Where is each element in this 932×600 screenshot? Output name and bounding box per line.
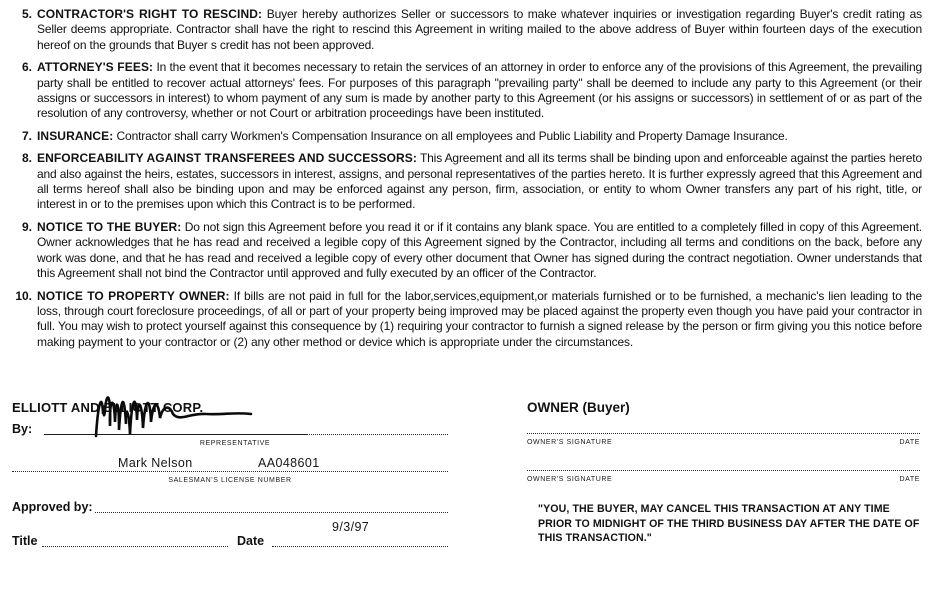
clause-number: 6. (21, 60, 32, 75)
representative-label: REPRESENTATIVE (199, 440, 271, 447)
salesman-name: Mark Nelson (118, 456, 193, 470)
approved-by-line (95, 512, 448, 513)
owner-signature-line-1 (527, 433, 920, 434)
clause-body: Do not sign this Agreement before you read it or if it contains any blank space. You are entitled to a completely filled in copy of this Agreement. Owner acknowledges that he has read and received a legible copy of this Agreement signed by the Contractor, including all terms and conditions on the back, before any work was done, and that he has read and received a legible copy of every other document that Owner has signed during the contract negotiation. Owner understands that this Agreement shall not bind the Contractor until approved and fully executed by an officer of the Contractor. (37, 219, 922, 281)
clause-6 (8, 60, 922, 122)
clause-heading: ATTORNEY'S FEES: (37, 60, 154, 75)
salesman-license-line (12, 471, 448, 472)
by-signature-line (44, 434, 306, 435)
clause-text (37, 289, 922, 351)
owner-header: OWNER (Buyer) (527, 400, 630, 415)
approved-by-label: Approved by: (12, 500, 93, 514)
clause-heading: NOTICE TO PROPERTY OWNER: (37, 288, 230, 303)
clause-heading: CONTRACTOR'S RIGHT TO RESCIND: (37, 7, 263, 21)
signature-section (0, 388, 932, 600)
clause-5 (8, 7, 922, 53)
clause-text (37, 220, 922, 282)
title-line (42, 546, 228, 547)
clause-9 (8, 220, 922, 282)
by-signature-line-continuation (306, 434, 448, 435)
clause-body: In the event that it becomes necessary to retain the services of an attorney in order to enforce any of the provisions of this Agreement, the prevailing party shall be entitled to recover actual attorneys' fees. For purposes of this paragraph "prevailing party" shall be deemed to include any party to this Agreement (or their assigns or successors in interest) to whom payment of any sum is made by another party to this Agreement (or his assigns or successors) in settlement of or as part of the resolution of any controversy, whether or not Court or arbitration proceedings have been instituted. (37, 60, 922, 121)
clause-body: This Agreement and all its terms shall be binding upon and enforceable against the parties hereto and also against the heirs, estates, successors in interest, assigns, and personal representatives of the parties hereto. It is further expressly agreed that this Agreement and all terms hereof shall also be binding upon and may be enforced against any person, firm, association, or entity to whom Owner transfers any part of his right, title, or interest in or to the premises upon which this Contract is to be performed. (37, 151, 922, 212)
clause-7 (8, 129, 922, 144)
clause-text (37, 151, 922, 213)
clause-text (37, 7, 922, 53)
cancellation-notice: "YOU, THE BUYER, MAY CANCEL THIS TRANSACTION AT ANY TIME PRIOR TO MIDNIGHT OF THE THIRD BUSINESS DAY AFTER THE DATE OF THIS TRANSACTION." (538, 503, 920, 545)
salesman-license-number: AA048601 (258, 456, 320, 470)
clause-heading: ENFORCEABILITY AGAINST TRANSFEREES AND SUCCESSORS: (37, 151, 417, 166)
clause-number: 7. (21, 128, 32, 143)
clause-text (37, 129, 922, 144)
clause-body: Buyer hereby authorizes Seller or successors to make whatever inquiries or investigation regarding Buyer's credit rating as Seller deems appropriate. Contractor shall have the right to rescind this Agreement in writing mailed to the above address of Buyer within fourteen days of the execution hereof on the grounds that Buyer s credit has not been approved. (37, 7, 923, 52)
by-label: By: (12, 422, 33, 436)
owner-signature-line-2 (527, 470, 920, 471)
clause-10 (8, 289, 922, 351)
owner-date-label-1: DATE (899, 439, 920, 446)
title-label: Title (12, 534, 38, 548)
clauses-section (8, 7, 922, 357)
owner-signature-label-1: OWNER'S SIGNATURE (527, 439, 613, 446)
clause-body: If bills are not paid in full for the labor,services,equipment,or materials furnished or to be furnished, a mechanic's lien leading to the loss, through court foreclosure proceedings, of all or part of your property being improved may be placed against the property even though you have paid your contractor in full. You may wish to protect yourself against this consequence by (1) requiring your contractor to furnish a signed release by the person or firm giving you this notice before making payment to your contractor or (2) any other method or device which is appropriate under the circumstances. (37, 288, 922, 349)
date-line (272, 546, 448, 547)
clause-number: 9. (21, 219, 32, 234)
clause-number: 10. (15, 288, 32, 303)
salesman-license-label: SALESMAN'S LICENSE NUMBER (168, 477, 292, 484)
clause-heading: NOTICE TO THE BUYER: (37, 219, 182, 234)
date-label: Date (237, 534, 265, 548)
owner-date-label-2: DATE (899, 476, 920, 483)
contractor-company-name: ELLIOTT AND ELLIOTT CORP. (12, 400, 204, 415)
clause-number: 5. (21, 7, 32, 21)
clause-text (37, 60, 922, 122)
clause-body: Contractor shall carry Workmen's Compensation Insurance on all employees and Public Liability and Property Damage Insurance. (116, 128, 788, 143)
clause-heading: INSURANCE: (37, 128, 114, 143)
clause-8 (8, 151, 922, 213)
owner-signature-label-2: OWNER'S SIGNATURE (527, 476, 613, 483)
clause-number: 8. (21, 151, 32, 166)
date-value: 9/3/97 (332, 520, 370, 534)
